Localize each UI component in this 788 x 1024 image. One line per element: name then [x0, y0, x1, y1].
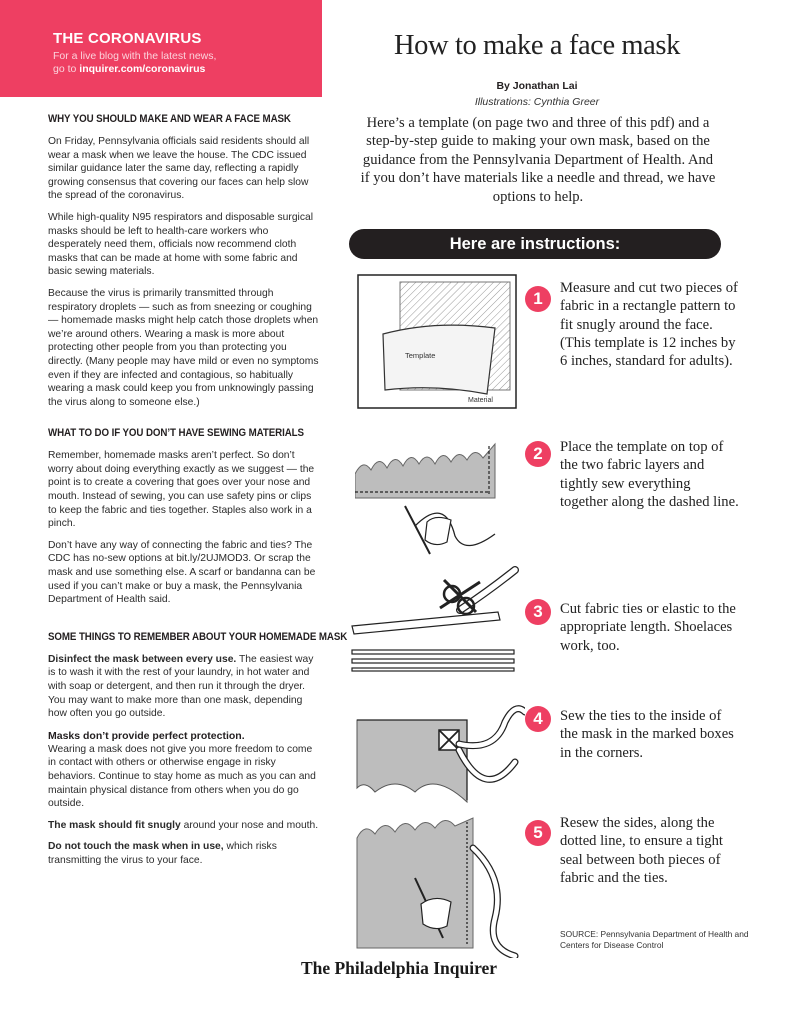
step-1-text: Measure and cut two pieces of fabric in a rectangle pattern to fit snugly around the face. (This template is 12 inches by 6 inches, standard for adults). — [560, 280, 738, 370]
tie-attaching-illustration — [355, 692, 525, 812]
step-4-badge: 4 — [525, 706, 551, 732]
tip-disinfect-text: The easiest way is to wash it with the rest of your laundry, in hot water and with soap or detergent, and then run it through the dryer. You may want to make more than one mask, depending how often you go outside. — [48, 653, 314, 720]
tip-protection-title: Masks don’t provide perfect protection. — [48, 729, 245, 742]
source-note: SOURCE: Pennsylvania Department of Health and Centers for Disease Control — [560, 929, 749, 950]
step-4-text: Sew the ties to the inside of the mask in the marked boxes in the corners. — [560, 708, 734, 761]
tip-disinfect-title: Disinfect the mask between every use. — [48, 653, 237, 665]
template-label: Template — [405, 351, 436, 360]
hand — [421, 898, 451, 928]
banner-title: THE CORONAVIRUS — [53, 30, 202, 47]
step-2-text: Place the template on top of the two fabric layers and tightly sew everything together along the dashed line. — [560, 439, 739, 510]
sewing-illustration — [355, 436, 520, 561]
coronavirus-banner — [0, 0, 322, 97]
step-2-badge: 2 — [525, 441, 551, 467]
hand — [425, 517, 451, 544]
instructions-heading: Here are instructions: — [349, 229, 721, 259]
mask-fabric — [357, 818, 473, 948]
banner-subtitle — [53, 50, 322, 76]
template-material-illustration — [355, 272, 520, 412]
section-remember-heading: SOME THINGS TO REMEMBER ABOUT YOUR HOMEMADE MASK — [48, 630, 348, 643]
tip-touch-title: Do not touch the mask when in use, — [48, 841, 224, 853]
tip-protection-text: Wearing a mask does not give you more freedom to come in contact with others or otherwise engage in risky behaviors. Continue to stay home as much as you can and maintain physical distance from others when you do go outside. — [48, 743, 316, 810]
tip-disinfect — [48, 653, 320, 721]
resewing-illustration — [355, 808, 525, 958]
fabric-layer — [355, 444, 495, 498]
section-no-sewing-paragraph: Don’t have any way of connecting the fabric and ties? The CDC has no-sew options at bit.ly/2UJMOD3. Or scrap the mask and use something else. A scarf or bandanna can be used if you can’t make or buy a mask, the Pennsylvania Department of Health said. — [48, 539, 316, 606]
step-3-text: Cut fabric ties or elastic to the appropriate length. Shoelaces work, too. — [560, 601, 736, 654]
banner-line2-prefix: go to — [53, 63, 80, 75]
left-column — [48, 113, 348, 876]
banner-line2 — [53, 63, 322, 76]
section-no-sewing-paragraph: Remember, homemade masks aren’t perfect. So don’t worry about doing everything exactly as we suggest — the point is to create a covering that goes over your nose and mouth. Instead of sewing, you can use safety pins or clips to keep the fabric and ties together. Staples also work in a pinch. — [48, 450, 315, 530]
fabric-sheet — [352, 612, 500, 634]
intro-text: Here’s a template (on page two and three of this pdf) and a step-by-step guide to making your own mask, based on the guidance from the Pennsylvania Department of Health. And if you don’t have materials like a needle and thread, we have options to help. — [360, 115, 716, 205]
step-1-badge: 1 — [525, 286, 551, 312]
byline: By Jonathan Lai — [496, 80, 578, 92]
section-why-paragraph: On Friday, Pennsylvania officials said residents should all wear a mask when we leave the house. The CDC issued similar guidance later the same day, reflecting a rapidly growing consensus that covering our faces can help slow the spread of the coronavirus. — [48, 136, 310, 202]
tie-strip — [352, 650, 514, 654]
illustrations-credit: Illustrations: Cynthia Greer — [474, 96, 600, 108]
section-why-paragraph: Because the virus is primarily transmitted through respiratory droplets — such as from sneezing or coughing — homemade masks might help catch those droplets when we’re around others. Wearing a mask is more about protecting other people from you than protecting you directly. (Many people may have mild or even no symptoms even if they are infected and contagious, so habitually wearing a mask could keep you from unknowingly passing the virus along to someone else.) — [48, 287, 319, 408]
step-5-text: Resew the sides, along the dotted line, to ensure a tight seal between both pieces of fabric and the ties. — [560, 815, 723, 886]
template-paper — [383, 325, 495, 394]
tip-fit — [48, 819, 320, 833]
page-title: How to make a face mask — [394, 30, 680, 61]
tip-fit-text: around your nose and mouth. — [180, 819, 319, 831]
banner-line1: For a live blog with the latest news, — [53, 50, 217, 62]
material-label: Material — [468, 397, 493, 404]
section-why-paragraph: While high-quality N95 respirators and disposable surgical masks should be left to health-care workers who desperately need them, officials now recommend cloth masks that can be made at home with some fabric and basic sewing materials. — [48, 211, 313, 278]
banner-link[interactable]: inquirer.com/coronavirus — [79, 63, 206, 75]
masthead-logo: The Philadelphia Inquirer — [300, 958, 498, 978]
tie-strip — [352, 659, 514, 663]
section-why-heading: WHY YOU SHOULD MAKE AND WEAR A FACE MASK — [48, 113, 291, 125]
cutting-illustration — [350, 560, 520, 672]
tip-touch — [48, 840, 320, 867]
tip-touch-text: which risks transmitting the virus to your face. — [48, 841, 277, 866]
step-5-badge: 5 — [525, 820, 551, 846]
tie-strip — [352, 668, 514, 671]
tip-fit-title: The mask should fit snugly — [48, 819, 181, 831]
section-no-sewing-heading: WHAT TO DO IF YOU DON’T HAVE SEWING MATERIALS — [48, 427, 304, 440]
step-3-badge: 3 — [525, 599, 551, 625]
